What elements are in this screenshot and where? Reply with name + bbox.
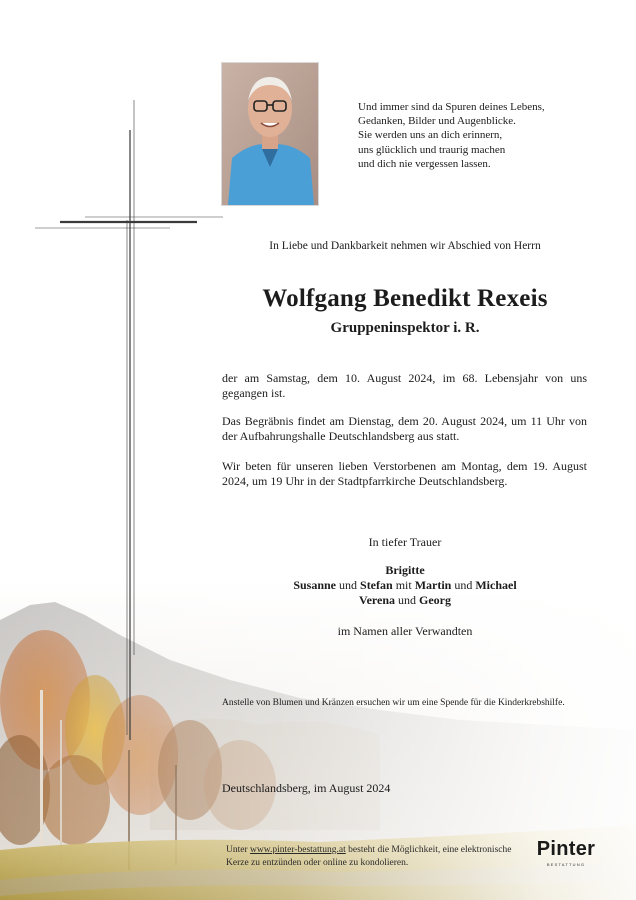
cross-icon	[30, 95, 230, 755]
mourner-connector: mit	[392, 578, 415, 592]
condolence-text: besteht die Möglichkeit, eine elektronische Kerze zu entzünden oder online zu kondolieren.	[226, 845, 512, 868]
mourner-line	[200, 593, 610, 608]
death-notice-text: der am Samstag, dem 10. August 2024, im 68. Lebensjahr von uns gegangen ist.	[222, 371, 587, 400]
place-date: Deutschlandsberg, im August 2024	[222, 781, 391, 795]
funeral-info-text: Das Begräbnis findet am Dienstag, dem 20. August 2024, um 11 Uhr von der Aufbahrungshalle Deutschlandsberg aus statt.	[222, 414, 587, 443]
mourner-name: Stefan	[360, 578, 393, 592]
prayer-info-text: Wir beten für unseren lieben Verstorbenen am Montag, dem 19. August 2024, um 19 Uhr in der Stadtpfarrkirche Deutschlandsberg.	[222, 459, 587, 488]
donation-note: Anstelle von Blumen und Kränzen ersuchen wir um eine Spende für die Kinderkrebshilfe.	[222, 698, 565, 708]
mourner-name: Martin	[414, 578, 452, 592]
website-link[interactable]: www.pinter-bestattung.at	[250, 845, 346, 855]
poem-line: Sie werden uns an dich erinnern,	[358, 129, 503, 142]
logo-name: Pinter	[536, 838, 596, 860]
poem	[358, 100, 608, 171]
poem-line: uns glücklich und traurig machen	[358, 143, 506, 156]
poem-line: und dich nie vergessen lassen.	[358, 157, 491, 170]
deceased-name: Wolfgang Benedikt Rexeis	[262, 285, 548, 312]
mourner-name: Verena	[359, 593, 395, 607]
logo-subtitle: BESTATTUNG	[546, 862, 586, 867]
mourner-name: Susanne	[293, 578, 337, 592]
pinter-logo	[526, 838, 606, 867]
mourner-name: Michael	[475, 578, 517, 592]
mourner-connector: und	[336, 578, 361, 592]
mourning-heading: In tiefer Trauer	[368, 535, 442, 549]
relatives-line: im Namen aller Verwandten	[337, 624, 473, 638]
deceased-title: Gruppeninspektor i. R.	[330, 320, 480, 336]
mourner-connector: und	[395, 593, 419, 607]
condolence-note	[226, 844, 526, 870]
mourner-name: Georg	[419, 593, 451, 607]
mourner-line	[200, 578, 610, 593]
poem-line: Und immer sind da Spuren deines Lebens,	[358, 101, 545, 113]
mourner-connector: und	[451, 578, 476, 592]
portrait-photo	[221, 62, 319, 206]
farewell-intro: In Liebe und Dankbarkeit nehmen wir Abschied von Herrn	[269, 240, 541, 252]
poem-line: Gedanken, Bilder und Augenblicke.	[358, 115, 516, 128]
mourner-line: Brigitte	[385, 563, 425, 577]
condolence-text: Unter	[226, 845, 251, 855]
